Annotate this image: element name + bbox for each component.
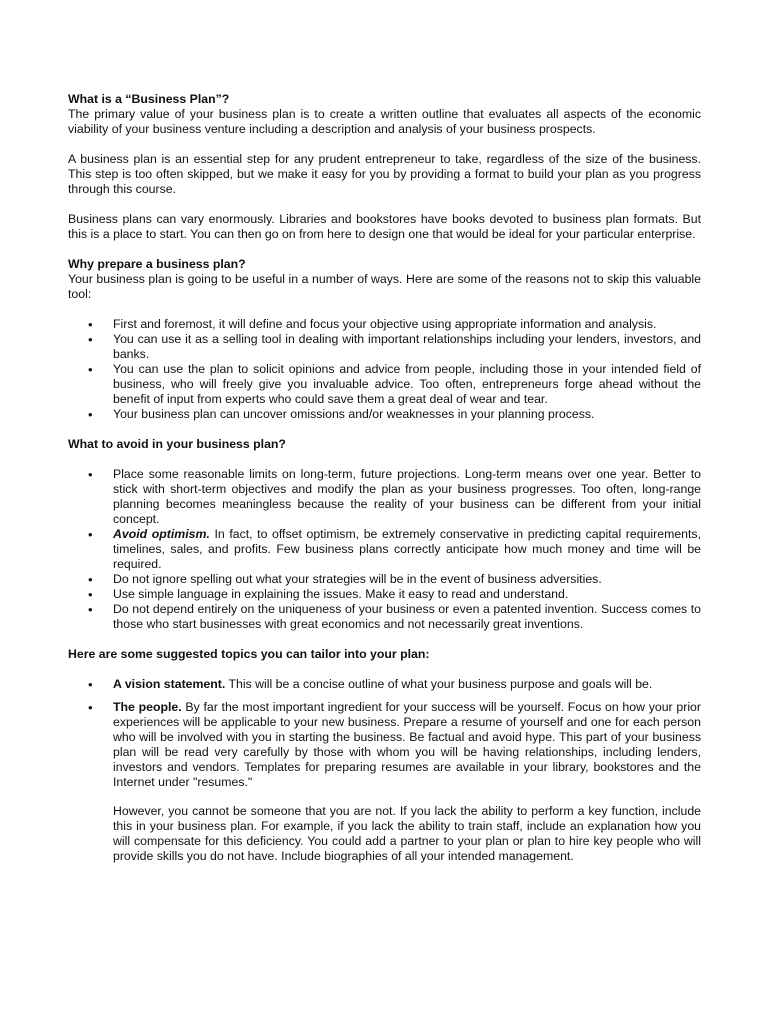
why-bullet-list — [68, 317, 701, 422]
list-item: • You can use the plan to solicit opinions and advice from people, including those in your intended field of business, who will freely give you invaluable advice. Too often, entrepreneurs forge ahead without the benefit of input from experts who could save them a great deal of wear and tear. — [68, 362, 701, 407]
list-item: • First and foremost, it will define and focus your objective using appropriate information and analysis. — [68, 317, 701, 332]
the-people-text: By far the most important ingredient for your success will be yourself. Focus on how your prior experiences will be applicable to your new business. Prepare a resume of yourself and one for each person who will be involved with you in starting the business. Be factual and avoid hype. This part of your business plan will be read very carefully by those with whom you will be having relationships, including lenders, investors and vendors. Templates for preparing resumes are available in your library, bookstores and the Internet under "resumes." — [113, 700, 701, 789]
list-item — [68, 527, 701, 572]
topics-bullet-list — [68, 677, 701, 790]
intro-paragraph-2: A business plan is an essential step for any prudent entrepreneur to take, regardless of the size of the business. This step is too often skipped, but we make it easy for you by providing a format to build your plan as you progress through this course. — [68, 152, 701, 196]
intro-paragraph-1: The primary value of your business plan is to create a written outline that evaluates all aspects of the economic viability of your business venture including a description and analysis of your business prospects. — [68, 107, 701, 136]
avoid-optimism-text: In fact, to offset optimism, be extremely conservative in predicting capital requirements, timelines, sales, and profits. Few business plans correctly anticipate how much money and time will be required. — [113, 527, 701, 571]
vision-statement-text: This will be a concise outline of what your business purpose and goals will be. — [225, 677, 653, 691]
list-item: • Your business plan can uncover omissions and/or weaknesses in your planning process. — [68, 407, 701, 422]
avoid-bullet-list — [68, 467, 701, 632]
list-item: • Do not ignore spelling out what your strategies will be in the event of business adversities. — [68, 572, 701, 587]
section-heading-topics: Here are some suggested topics you can tailor into your plan: — [68, 647, 430, 661]
list-item: • You can use it as a selling tool in dealing with important relationships including your lenders, investors, and banks. — [68, 332, 701, 362]
section-heading-why: Why prepare a business plan? — [68, 257, 246, 271]
intro-paragraph-3: Business plans can vary enormously. Libraries and bookstores have books devoted to business plan formats. But this is a place to start. You can then go on from here to design one that would be ideal for your particular enterprise. — [68, 212, 701, 241]
avoid-optimism-lead: Avoid optimism. — [113, 527, 210, 541]
list-item — [68, 677, 701, 692]
vision-statement-lead: A vision statement. — [113, 677, 226, 691]
section-heading-avoid: What to avoid in your business plan? — [68, 437, 286, 451]
the-people-paragraph-2: However, you cannot be someone that you are not. If you lack the ability to perform a key function, include this in your business plan. For example, if you lack the ability to train staff, include an explanation how you will compensate for this deficiency. You could add a partner to your plan or plan to hire key people who will provide skills you do not have. Include biographies of all your intended management. — [113, 804, 701, 863]
why-intro-paragraph: Your business plan is going to be useful in a number of ways. Here are some of the reasons not to skip this valuable tool: — [68, 272, 701, 301]
list-item: • Place some reasonable limits on long-term, future projections. Long-term means over one year. Better to stick with short-term objectives and modify the plan as your business progresses. Too often, long-range planning becomes meaningless because the reality of your business can be different from your initial concept. — [68, 467, 701, 527]
list-item: • Use simple language in explaining the issues. Make it easy to read and understand. — [68, 587, 701, 602]
the-people-lead: The people. — [113, 700, 182, 714]
list-item: • Do not depend entirely on the uniqueness of your business or even a patented invention. Success comes to those who start businesses with great economics and not necessarily great inventions. — [68, 602, 701, 632]
section-heading-what-is: What is a “Business Plan”? — [68, 92, 230, 106]
list-item — [68, 700, 701, 790]
